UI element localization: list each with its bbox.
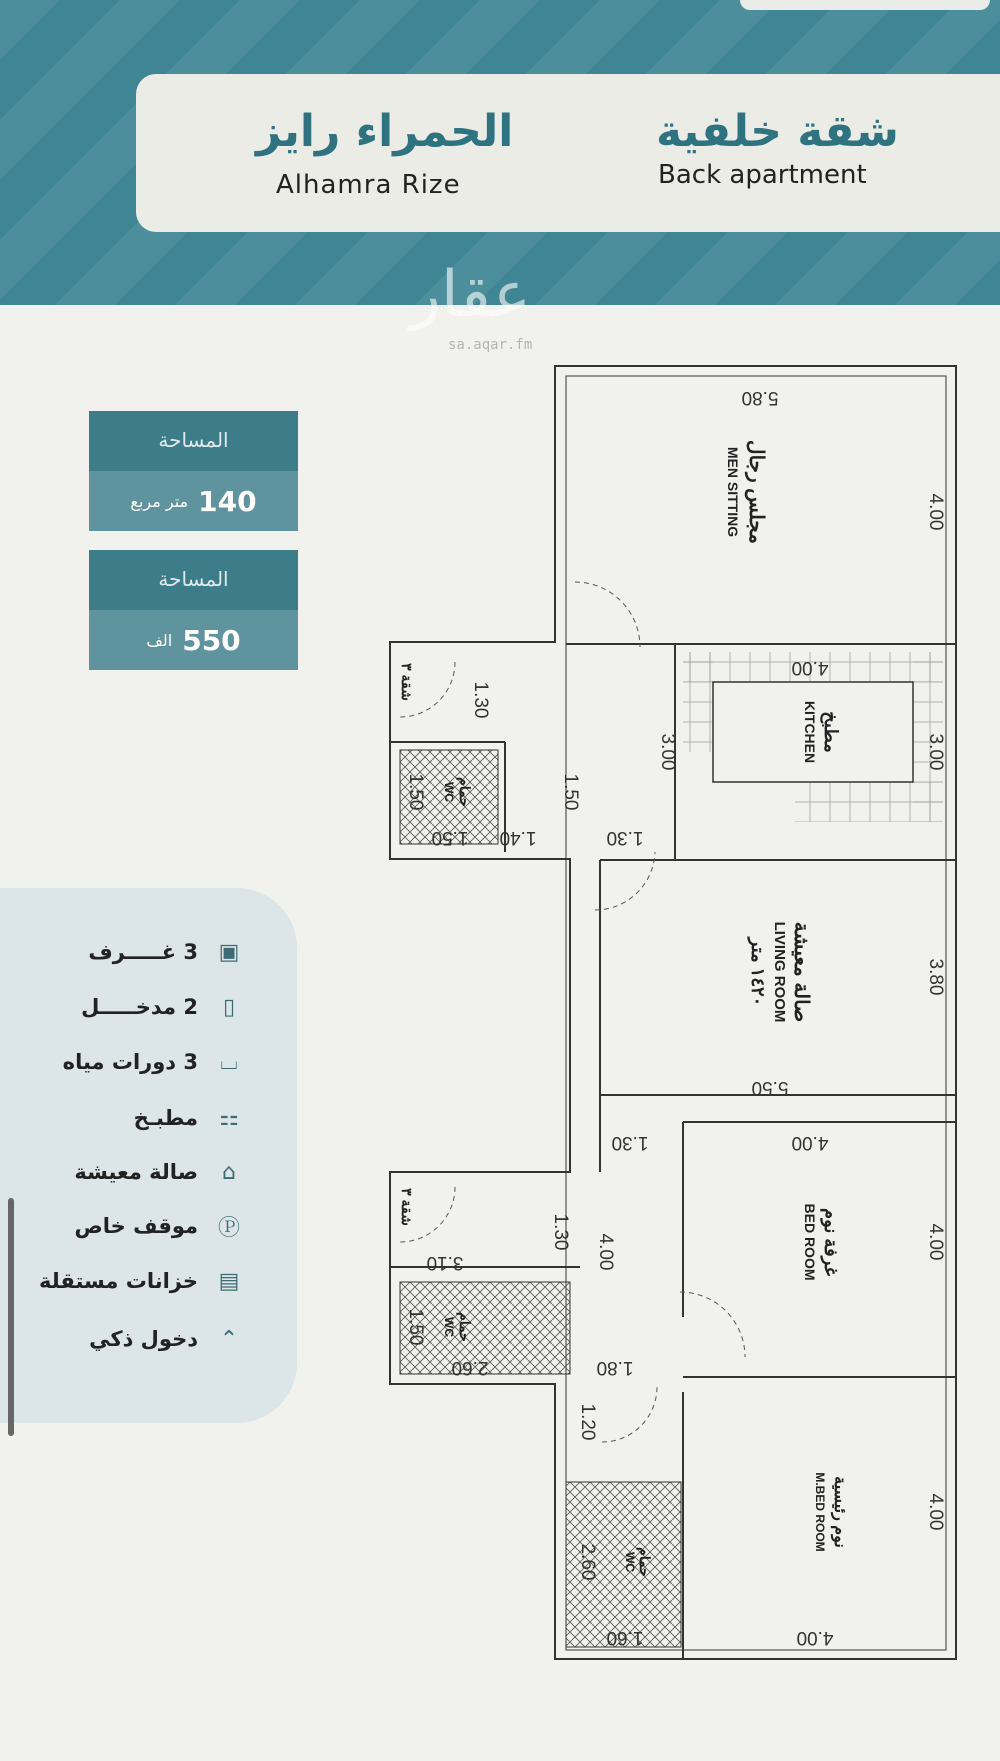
bathtub-icon: ⌴ — [220, 1049, 238, 1075]
apartment-type-ar: شقة خلفية — [656, 106, 899, 157]
price-value: 550 — [182, 623, 241, 657]
title-card — [136, 74, 1000, 232]
feature-living-text: صالة معيشة — [74, 1160, 198, 1184]
project-title-ar: الحمراء رايز — [256, 106, 514, 157]
price-label: المساحة — [89, 550, 298, 610]
parking-icon: Ⓟ — [218, 1215, 241, 1241]
shaft-2-label: شقة ٣ — [399, 1188, 415, 1226]
aqar-watermark: عقار — [410, 258, 531, 332]
bedroom-label-en: BED ROOM — [802, 1203, 818, 1281]
living-label-ar: صالة معيشة — [790, 921, 812, 1023]
dim-men-width: 5.80 — [741, 387, 779, 408]
dim-wc-2-width: 2.60 — [451, 1357, 489, 1378]
dim-living-width: 5.50 — [751, 1077, 789, 1098]
living-label-en: LIVING ROOM — [771, 921, 788, 1023]
dim-wc-2-depth: 1.50 — [405, 1308, 426, 1346]
bedroom-label-ar: غرفة نوم — [821, 1207, 841, 1277]
feature-tanks-text: خزانات مستقلة — [39, 1269, 198, 1293]
area-value-box — [89, 471, 298, 531]
dim-corridor-1: 3.00 — [657, 733, 678, 771]
price-unit: الف — [146, 630, 173, 650]
dim-corridor-4: 1.80 — [596, 1357, 634, 1378]
feature-rooms-text: 3 غـــــرف — [88, 940, 198, 964]
dim-living-depth: 3.80 — [925, 958, 946, 996]
feature-tanks — [39, 1264, 246, 1298]
kitchen-counter-side — [683, 652, 713, 752]
outer-wall — [390, 366, 956, 1659]
dim-mbed-width: 4.00 — [796, 1627, 834, 1648]
wc-1-label-ar: حمام — [457, 777, 473, 807]
area-label: المساحة — [89, 411, 298, 471]
feature-smart-entry — [89, 1322, 246, 1356]
dim-bedroom-depth: 4.00 — [925, 1223, 946, 1261]
feature-kitchen-text: مطبـخ — [133, 1106, 198, 1130]
tank-icon: ▤ — [218, 1268, 240, 1294]
aqar-watermark-url: sa.aqar.fm — [448, 337, 533, 353]
dim-wc-1-width: 1.50 — [431, 827, 469, 848]
kitchen-icon: ⚏ — [219, 1105, 239, 1131]
door-icon: ▯ — [222, 994, 236, 1020]
dim-kitchen-depth: 3.00 — [925, 733, 946, 771]
top-card-edge — [740, 0, 990, 10]
feature-living — [74, 1155, 246, 1189]
room-icon: ▣ — [218, 939, 240, 965]
living-area-label: ١٤٢٠ متر — [748, 937, 768, 1007]
sofa-icon: ⌂ — [222, 1159, 236, 1185]
feature-bathrooms — [63, 1045, 246, 1079]
kitchen-counter-bottom — [795, 782, 943, 822]
dim-shaft-1: 1.30 — [470, 681, 491, 719]
mbed-label-en: M.BED ROOM — [813, 1472, 827, 1552]
dim-shaft-2: 1.30 — [550, 1213, 571, 1251]
feature-entrances-text: 2 مدخـــــل — [81, 995, 198, 1019]
dim-corridor-5: 1.20 — [577, 1403, 598, 1441]
dim-kitchen-width: 4.00 — [791, 657, 829, 678]
feature-parking — [74, 1209, 246, 1243]
dim-wc-3-depth: 2.60 — [577, 1543, 598, 1581]
price-value-box — [89, 610, 298, 670]
dim-corridor-3: 4.00 — [595, 1233, 616, 1271]
feature-bathrooms-text: 3 دورات مياه — [62, 1050, 198, 1074]
dim-shaft-2-width: 3.10 — [426, 1252, 464, 1273]
feature-parking-text: موقف خاص — [74, 1214, 198, 1238]
dim-men-depth: 4.00 — [925, 493, 946, 531]
scroll-indicator[interactable] — [8, 1198, 14, 1436]
floor-plan — [350, 362, 960, 1662]
apartment-type-en: Back apartment — [658, 160, 867, 190]
door-swing-bedroom — [680, 1292, 745, 1357]
dim-corridor-width: 1.30 — [606, 827, 644, 848]
door-swing-mbed — [602, 1387, 657, 1442]
area-value: 140 — [198, 484, 257, 518]
wc-1-label-en: WC — [442, 782, 456, 802]
dim-wc-3-width: 1.60 — [606, 1627, 644, 1648]
feature-entrances — [81, 990, 246, 1024]
dim-corridor-2: 1.30 — [611, 1132, 649, 1153]
dim-mbed-depth: 4.00 — [925, 1493, 946, 1531]
project-title-en: Alhamra Rize — [276, 170, 461, 200]
dimension-labels — [405, 387, 946, 1648]
men-sitting-label-en: MEN SITTING — [725, 446, 741, 538]
dim-hall-1: 1.50 — [560, 773, 581, 811]
mbed-label-ar: نوم رئيسية — [831, 1476, 848, 1548]
wc-3-label-ar: حمام — [637, 1547, 653, 1577]
kitchen-label-ar: مطبخ — [821, 711, 841, 753]
dim-hall-width: 1.40 — [499, 827, 537, 848]
men-sitting-label-ar: مجلس رجال — [745, 440, 767, 544]
door-swing-main — [575, 582, 640, 647]
wc-3-label-en: WC — [623, 1552, 637, 1572]
feature-rooms — [88, 935, 246, 969]
area-unit: متر مربع — [130, 491, 189, 511]
feature-smart-entry-text: دخول ذكي — [89, 1327, 198, 1351]
wc-2-label-en: WC — [442, 1317, 456, 1337]
feature-kitchen — [134, 1101, 246, 1135]
kitchen-label-en: KITCHEN — [802, 700, 818, 764]
room-labels — [399, 440, 848, 1577]
dim-wc-1-depth: 1.50 — [405, 773, 426, 811]
dim-bedroom-width: 4.00 — [791, 1132, 829, 1153]
shaft-1-label: شقة ٣ — [399, 663, 415, 701]
smart-entry-icon: ⌃ — [219, 1326, 239, 1352]
wc-2-label-ar: حمام — [457, 1312, 473, 1342]
